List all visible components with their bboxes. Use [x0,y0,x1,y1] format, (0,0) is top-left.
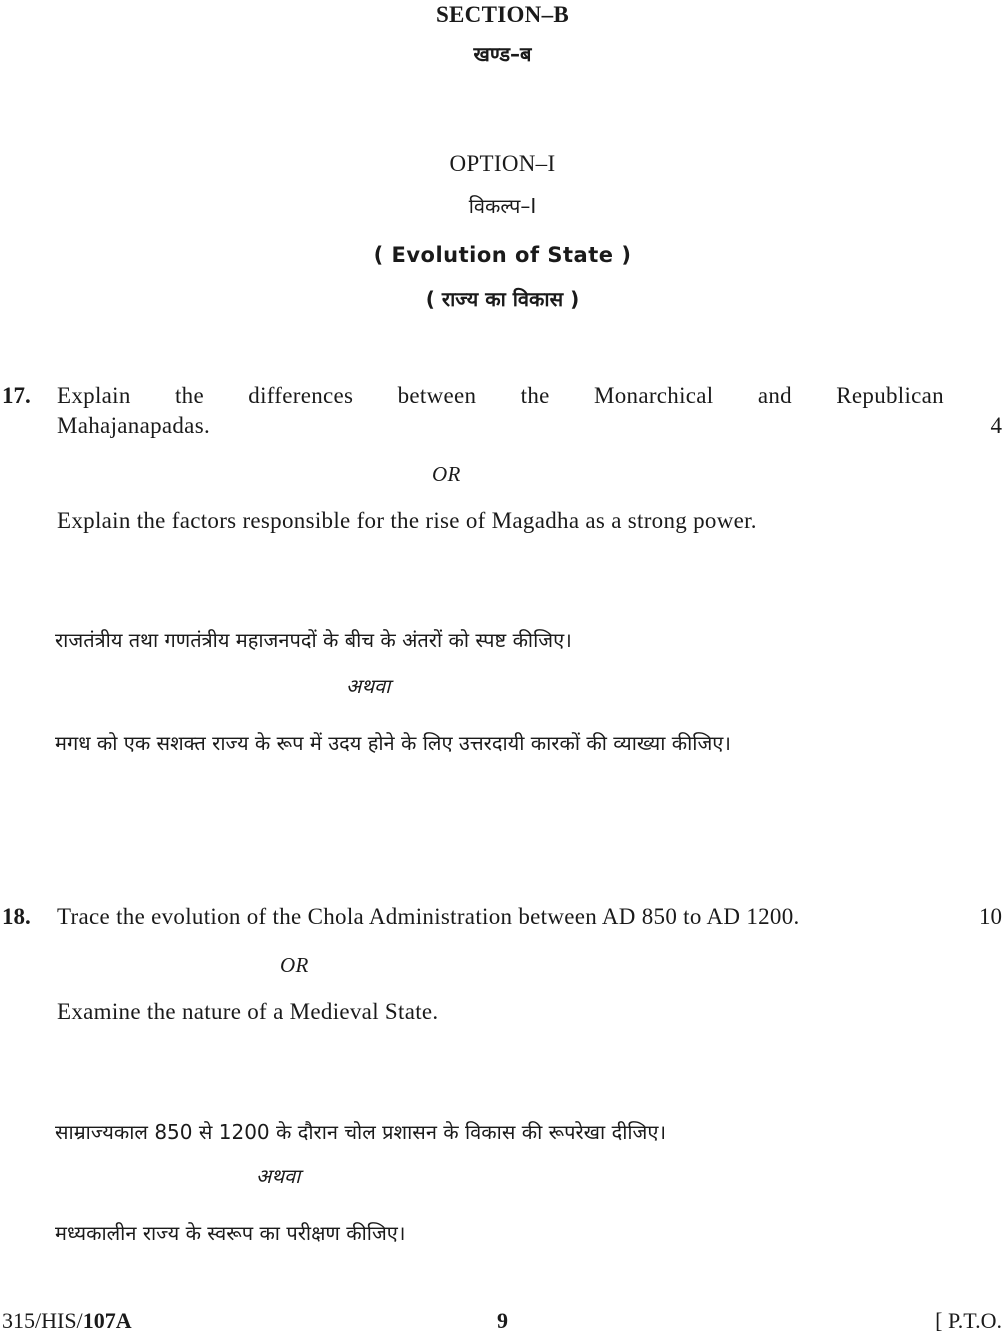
question-alternative-hindi: मगध को एक सशक्त राज्य के रूप में उदय होने के लिए उत्तरदायी कारकों की व्याख्या कीजिए। [55,731,731,755]
page-number: 9 [497,1308,508,1333]
question-alternative-text: Examine the nature of a Medieval State. [57,999,439,1024]
paper-code-prefix: 315/HIS/ [2,1308,83,1333]
question-marks: 10 [979,904,1002,929]
question-marks: 4 [990,413,1002,438]
or-separator: OR [432,462,461,486]
question-number: 18. [2,904,31,929]
option-title: OPTION–I [449,151,556,176]
question-text-hindi: साम्राज्यकाल 850 से 1200 के दौरान चोल प्रशासन के विकास की रूपरेखा दीजिए। [55,1120,667,1144]
question-alternative-text: Explain the factors responsible for the rise of Magadha as a strong power. [57,508,757,533]
or-separator-hindi: अथवा [256,1164,301,1188]
or-separator: OR [280,953,309,977]
question-text-line: Trace the evolution of the Chola Administration between AD 850 to AD 1200. [57,904,800,929]
topic-title-hindi: ( राज्य का विकास ) [425,287,580,311]
question-number: 17. [2,383,31,408]
question-alternative-hindi: मध्यकालीन राज्य के स्वरूप का परीक्षण कीजिए। [55,1221,406,1245]
option-title-hindi: विकल्प–I [468,194,537,218]
section-title: SECTION–B [435,2,570,27]
pto-label: [ P.T.O. [935,1308,1002,1333]
question-text-line: Explain the differences between the Monarchical and Republican [57,383,944,408]
section-title-hindi: खण्ड–ब [473,42,532,66]
question-text-hindi: राजतंत्रीय तथा गणतंत्रीय महाजनपदों के बीच के अंतरों को स्पष्ट कीजिए। [55,628,572,652]
topic-title: ( Evolution of State ) [373,243,632,267]
paper-code-suffix: 107A [82,1308,132,1333]
or-separator-hindi: अथवा [346,674,391,698]
question-text-line: Mahajanapadas. [57,413,210,438]
